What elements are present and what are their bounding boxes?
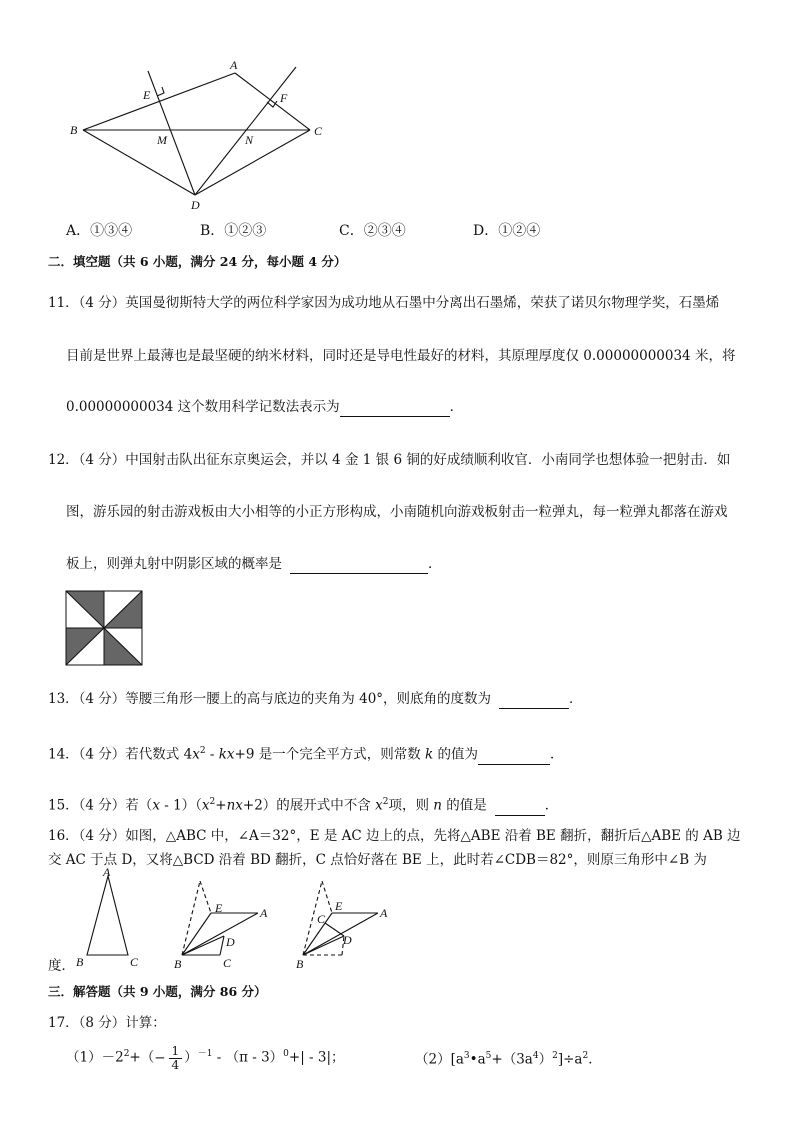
fig1-label-C: C (130, 955, 139, 969)
fig1-label-A: A (103, 866, 111, 879)
fig2-label-A: A (260, 906, 268, 920)
q16-line1: 16．（4 分）如图，△ABC 中，∠A＝32°，E 是 AC 边上的点，先将△ABE 沿着 BE 翻折，翻折后△ABE 的 AB 边 (48, 828, 741, 844)
label-D: D (191, 198, 200, 210)
q10-option-b[interactable]: B．①②③ (200, 223, 267, 239)
fig2-label-C: C (223, 956, 232, 970)
label-A: A (230, 58, 238, 72)
q14-answer-blank[interactable] (478, 750, 550, 765)
q17-title: 17．（8 分）计算： (48, 1015, 166, 1031)
q14-line: 14．（4 分）若代数式 $4x^2 - kx+9$ 是一个完全平方式，则常数 k 的值为 ． (48, 746, 564, 763)
q17-part2: $(2)[a^3•a^5+(3a^4)^2]\div a^2$． (415, 1051, 602, 1068)
q13-answer-blank[interactable] (499, 694, 569, 709)
q12-board-figure (64, 589, 146, 667)
q10-option-a[interactable]: A．①③④ (66, 223, 133, 239)
edge-BD (83, 130, 195, 195)
q17-part1: $(1)-2^2+(-$ $\frac{1}{4}$ ）$^{-1}$ - （π - 3）$^0$+| - 3|； (66, 1043, 345, 1072)
fig2-label-B: B (174, 957, 182, 971)
q11-answer-blank[interactable] (340, 402, 450, 417)
line-through-E (148, 71, 195, 195)
q11-line3: 0.00000000034 这个数用科学记数法表示为 ． (66, 399, 464, 415)
fig2-label-E: E (215, 901, 223, 915)
fig3-label-A: A (380, 906, 388, 920)
q12-line3: 板上，则弹丸射中阴影区域的概率是 ． (66, 556, 442, 572)
label-C: C (314, 124, 323, 138)
label-B: B (70, 123, 78, 137)
fig3-label-B: B (296, 957, 304, 971)
q16-fig2 (182, 881, 258, 955)
line-through-F (195, 67, 296, 195)
right-angle-E (157, 87, 164, 96)
q12-line1: 12．（4 分）中国射击队出征东京奥运会，并以 4 金 1 银 6 铜的好成绩顺利收官．小南同学也想体验一把射击．如 (48, 452, 731, 468)
fig3-label-D: D (343, 933, 352, 947)
q17-fraction: $\frac{1}{4}$ (169, 1045, 183, 1072)
fig1-label-B: B (76, 955, 84, 969)
q16-line2: 交 AC 于点 D，又将△BCD 沿着 BD 翻折，C 点恰好落在 BE 上，此时若∠CDB＝82°，则原三角形中∠B 为 (48, 852, 707, 868)
section-3-title: 三．解答题（共 9 小题，满分 86 分） (48, 984, 267, 999)
q16-fig1 (87, 876, 128, 955)
label-N: N (245, 133, 254, 147)
q16-figures (70, 866, 400, 972)
fig3-label-C: C (317, 912, 326, 926)
label-F: F (280, 91, 288, 105)
q10-option-c[interactable]: C．②③④ (339, 223, 406, 239)
section-2-title: 二．填空题（共 6 小题，满分 24 分，每小题 4 分） (48, 254, 347, 269)
q13-line: 13．（4 分）等腰三角形一腰上的高与底边的夹角为 40°，则底角的度数为 ． (48, 691, 583, 707)
q11-line1: 11．（4 分）英国曼彻斯特大学的两位科学家因为成功地从石墨中分离出石墨烯，荣获了诺贝尔物理学奖，石墨烯 (48, 295, 720, 311)
q15-answer-blank[interactable] (495, 801, 545, 816)
edge-AC (235, 73, 310, 130)
q16-line3: 度． (48, 958, 75, 974)
q15-line: 15．（4 分）若$(x - 1)(x^2+nx+2)$的展开式中不含 $x^2$项，则 n 的值是 ． (48, 797, 559, 814)
fig3-label-E: E (335, 899, 343, 913)
fig2-label-D: D (226, 935, 235, 949)
q12-line2: 图，游乐园的射击游戏板由大小相等的小正方形构成，小南随机向游戏板射击一粒弹丸，每一粒弹丸都落在游戏 (66, 504, 728, 520)
q11-line2: 目前是世界上最薄也是最坚硬的纳米材料，同时还是导电性最好的材料，其原理厚度仅 0.00000000034 米，将 (66, 348, 736, 364)
q10-figure (60, 55, 350, 210)
q12-answer-blank[interactable] (290, 559, 428, 574)
label-M: M (157, 133, 167, 147)
q10-option-d[interactable]: D．①②④ (473, 223, 541, 239)
q16-fig3 (303, 881, 378, 955)
label-E: E (143, 88, 151, 102)
